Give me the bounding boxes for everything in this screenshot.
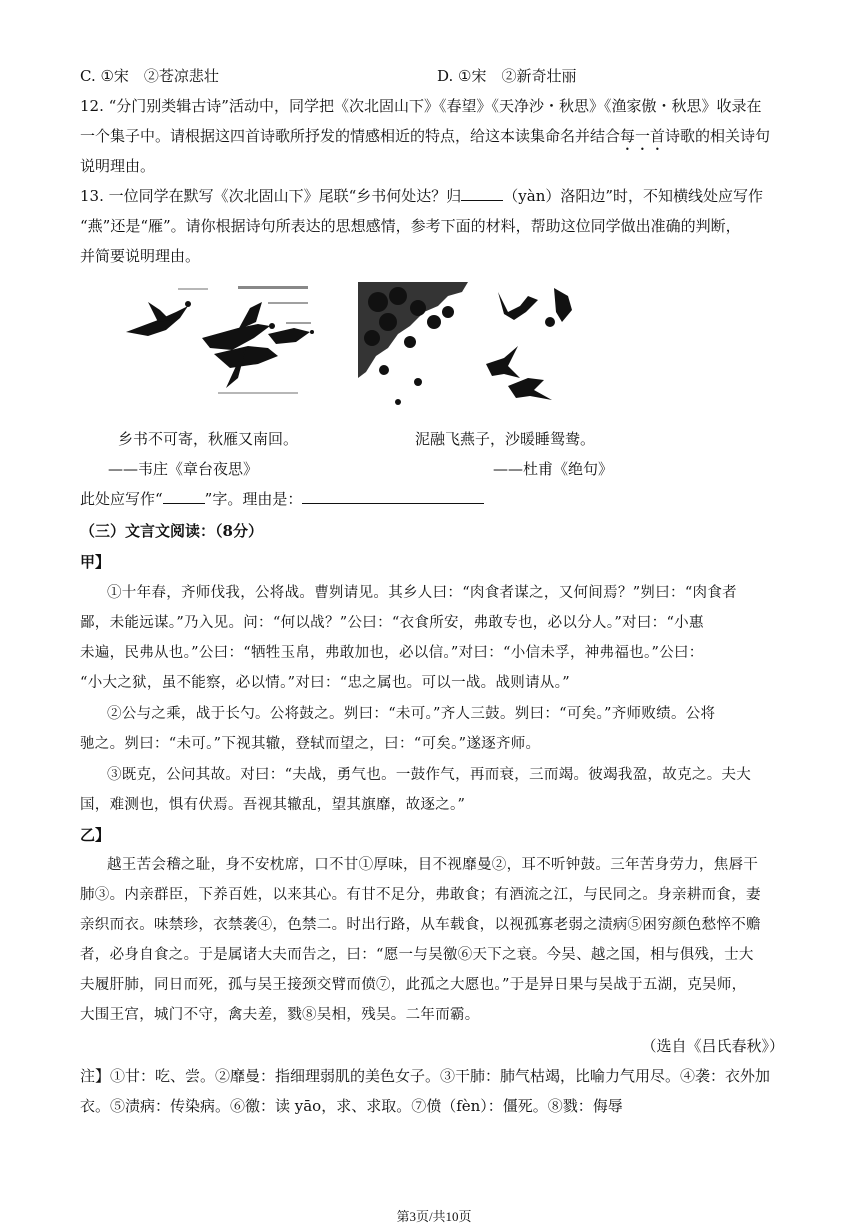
- yi-source: （选自《吕氏春秋》）: [641, 1037, 784, 1055]
- answer-char-blank[interactable]: [163, 489, 205, 504]
- geese-image: [118, 282, 316, 410]
- q12-emphasis: 每一首: [620, 127, 666, 145]
- notes-line1: 注】①甘：吃、尝。②靡曼：指细理弱肌的美色女子。③干肺：肺气枯竭，比喻力气用尽。④袭：衣外加: [80, 1067, 771, 1085]
- q12-line2: [80, 126, 770, 154]
- q12-line1: 12. “分门别类辑古诗”活动中，同学把《次北固山下》《春望》《天净沙・秋思》《渔家傲・秋思》收录在: [80, 97, 762, 115]
- q12-line3: 说明理由。: [80, 157, 156, 175]
- yi-line: 夫履肝肺，同日而死，孤与吴王接颈交臂而偾⑦，此孤之大愿也。”于是异日果与吴战于五湖，克吴师，: [80, 977, 747, 993]
- poem-right-line: 泥融飞燕子，沙暖睡鸳鸯。: [415, 430, 596, 448]
- jia-line: ③既克，公问其故。对曰：“夫战，勇气也。一鼓作气，再而衰，三而竭。彼竭我盈，故克之。夫大: [107, 767, 752, 783]
- jia-line: 国，难测也，惧有伏焉。吾视其辙乱，望其旗靡，故逐之。”: [80, 797, 466, 813]
- jia-line: ②公与之乘，战于长勺。公将鼓之。刿曰：“未可。”齐人三鼓。刿曰：“可矣。”齐师败绩。公将: [107, 706, 716, 722]
- option-c: C. ①宋 ②苍凉悲壮: [80, 67, 219, 85]
- yi-line: 者，必身自食之。于是属诸大夫而告之，曰：“愿一与吴徼⑥天下之衰。今吴、越之国，相与俱残，士大: [80, 947, 754, 963]
- answer-line-start: 此处应写作“: [80, 490, 163, 508]
- swallows-image: [358, 282, 576, 412]
- poem-right-author: ——杜甫《绝句》: [493, 460, 614, 478]
- q13-line1: [80, 186, 763, 206]
- q12-line2-start: 一个集子中。请根据这四首诗歌所抒发的情感相近的特点，给这本读集命名并结合: [80, 127, 621, 145]
- q13-line1-end: （yàn）洛阳边”时，不知横线处应写作: [503, 187, 764, 205]
- answer-line-mid: ”字。理由是：: [204, 490, 303, 508]
- option-d: D. ①宋 ②新奇壮丽: [437, 67, 577, 85]
- yi-line: 大围王宫，城门不守，禽夫差，戮⑧吴相，残吴。二年而霸。: [80, 1007, 480, 1023]
- q13-line2: “燕”还是“雁”。请你根据诗句所表达的思想感情，参考下面的材料，帮助这位同学做出准确的判断，: [80, 217, 741, 235]
- answer-line: [80, 489, 484, 509]
- notes-line2: 衣。⑤渍病：传染病。⑥徼：读 yāo，求、求取。⑦偾（fèn）：僵死。⑧戮：侮辱: [80, 1097, 623, 1115]
- poem-left-line: 乡书不可寄，秋雁又南回。: [118, 430, 299, 448]
- q12-line2-end: 诗歌的相关诗句: [665, 127, 771, 145]
- jia-label: 甲】: [80, 553, 111, 571]
- jia-line: 鄙，未能远谋。”乃入见。问：“何以战？”公曰：“衣食所安，弗敢专也，必以分人。”对曰：“小惠: [80, 615, 704, 631]
- page-number: 第3页/共10页: [396, 1209, 472, 1224]
- jia-line: ①十年春，齐师伐我，公将战。曹刿请见。其乡人曰：“肉食者谋之，又何间焉？”刿曰：“肉食者: [107, 585, 737, 601]
- yi-line: 肺③。内亲群臣，下养百姓，以来其心。有甘不足分，弗敢食；有酒流之江，与民同之。身亲耕而食，妻: [80, 887, 761, 903]
- section3-title: （三）文言文阅读：（8分）: [80, 522, 263, 540]
- jia-line: “小大之狱，虽不能察，必以情。”对曰：“忠之属也。可以一战。战则请从。”: [80, 675, 570, 691]
- poem-left-author: ——韦庄《章台夜思》: [108, 460, 259, 478]
- q13-line3: 并简要说明理由。: [80, 247, 201, 265]
- q13-line1-start: 13. 一位同学在默写《次北固山下》尾联“乡书何处达？归: [80, 187, 462, 205]
- jia-line: 未遍，民弗从也。”公曰：“牺牲玉帛，弗敢加也，必以信。”对曰：“小信未孚，神弗福也。”公曰：: [80, 645, 704, 661]
- yi-line: 越王苦会稽之耻，身不安枕席，口不甘①厚味，目不视靡曼②，耳不听钟鼓。三年苦身劳力，焦唇干: [107, 857, 759, 873]
- q13-blank[interactable]: [461, 186, 503, 201]
- reason-blank[interactable]: [302, 489, 484, 504]
- yi-label: 乙】: [80, 826, 111, 844]
- jia-line: 驰之。刿曰：“未可。”下视其辙，登轼而望之，曰：“可矣。”遂逐齐师。: [80, 736, 541, 752]
- yi-line: 亲织而衣。味禁珍，衣禁袭④，色禁二。时出行路，从车载食，以视孤寡老弱之渍病⑤困穷颜色愁悴不赡: [80, 917, 761, 933]
